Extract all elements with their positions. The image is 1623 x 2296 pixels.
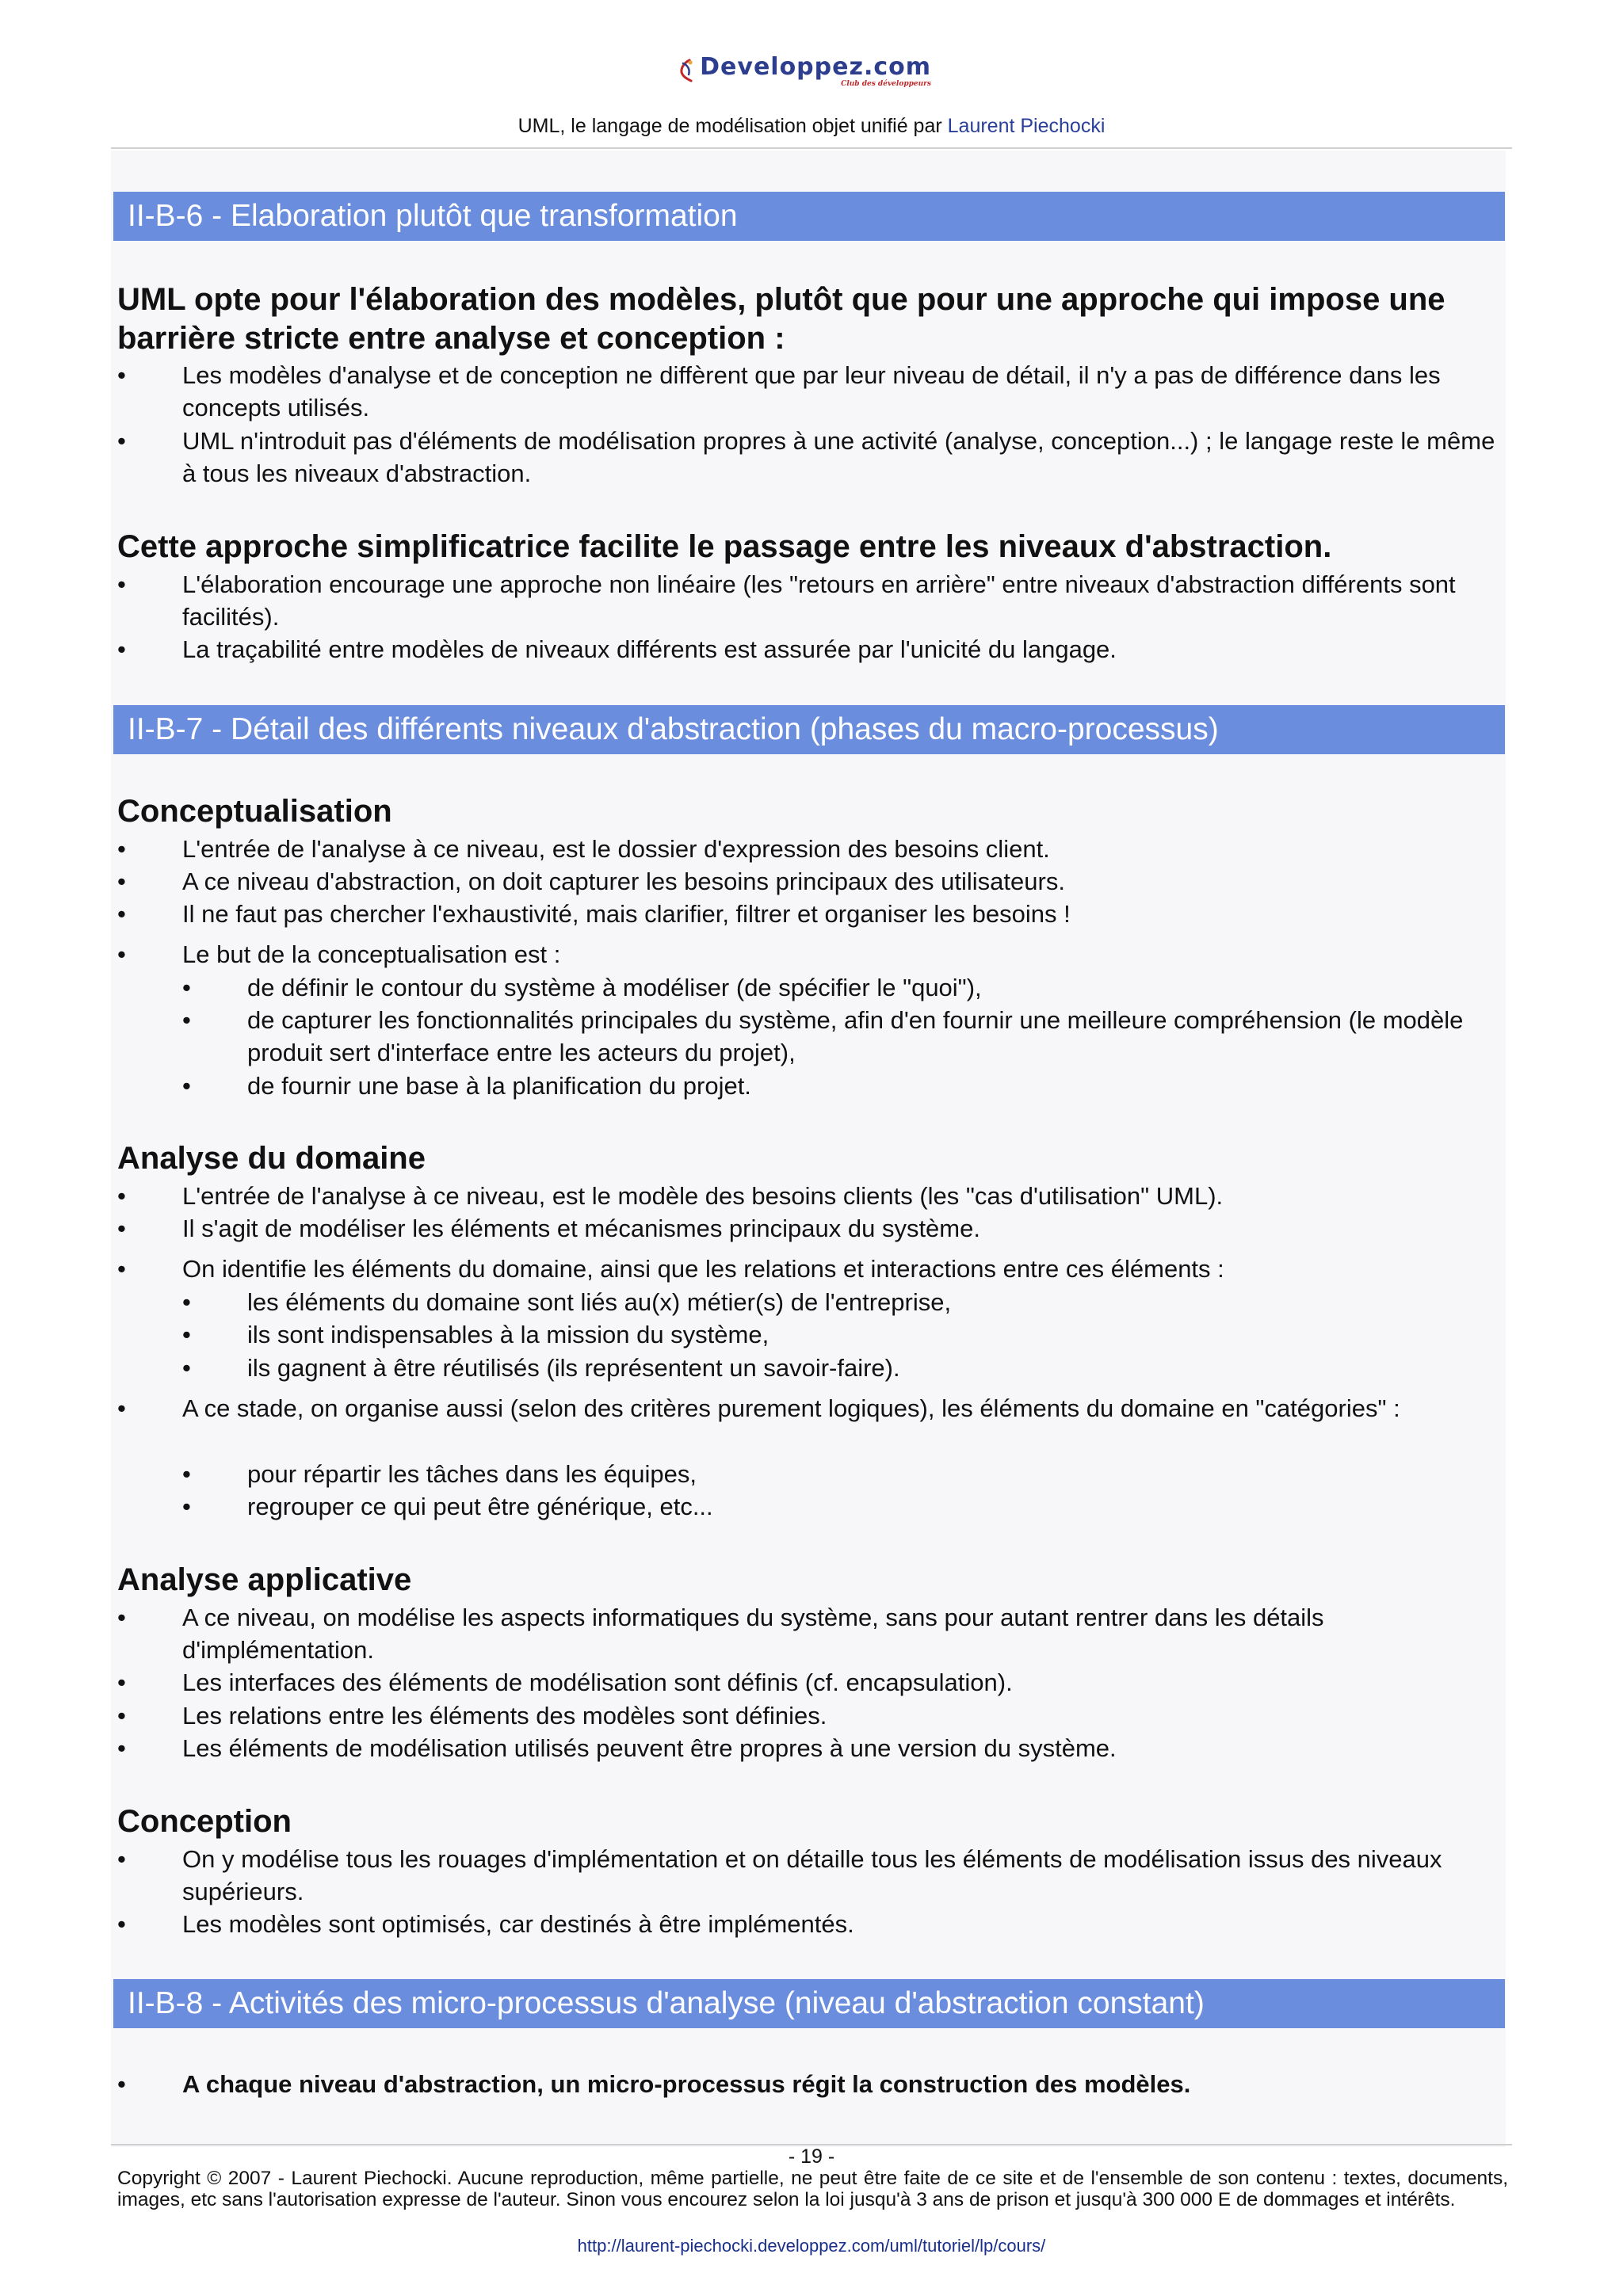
bullet-icon: • (117, 635, 126, 663)
list-item-text: Les interfaces des éléments de modélisation sont définis (cf. encapsulation). (182, 1669, 1013, 1696)
bullet-icon: • (117, 1255, 126, 1283)
bullet-icon: • (117, 1845, 126, 1873)
subheading-analyse-domaine: Analyse du domaine (117, 1141, 426, 1176)
subheading-conceptualisation: Conceptualisation (117, 794, 392, 829)
page-number: - 19 - (788, 2145, 835, 2168)
author-link[interactable]: Laurent Piechocki (947, 115, 1106, 137)
section-title-ii-b-7: II-B-7 - Détail des différents niveaux d'abstraction (phases du macro-processus) (113, 705, 1505, 754)
list-item-text: Le but de la conceptualisation est : (182, 940, 561, 968)
bullet-icon: • (117, 2070, 126, 2098)
bullet-icon: • (117, 940, 126, 968)
header-divider (111, 147, 1512, 149)
list-item-text: L'entrée de l'analyse à ce niveau, est le modèle des besoins clients (les "cas d'utilisation" UML). (182, 1182, 1224, 1210)
bullet-icon: • (182, 1006, 191, 1034)
list-item-text: Les relations entre les éléments des modèles sont définies. (182, 1702, 827, 1730)
bullet-icon: • (117, 835, 126, 863)
bullet-icon: • (117, 1702, 126, 1730)
list-item-text: L'élaboration encourage une approche non linéaire (les "retours en arrière" entre niveaux d'abstraction différents sont facilités). (182, 570, 1456, 631)
bullet-icon: • (117, 1734, 126, 1762)
subheading-analyse-applicative: Analyse applicative (117, 1562, 412, 1597)
list-item-text: L'entrée de l'analyse à ce niveau, est le dossier d'expression des besoins client. (182, 835, 1050, 863)
bullet-icon: • (117, 1215, 126, 1242)
heading-line-2: barrière stricte entre analyse et conception : (117, 321, 785, 356)
swoosh-icon (678, 46, 695, 97)
bullet-icon: • (117, 868, 126, 895)
list-item-text: UML n'introduit pas d'éléments de modélisation propres à une activité (analyse, conception...) ; le langage reste le même à tous les niveaux d'abstraction. (182, 427, 1495, 487)
list-item-text: de définir le contour du système à modéliser (de spécifier le "quoi"), (247, 974, 982, 1001)
bullet-icon: • (182, 974, 191, 1001)
list-item-text: Les modèles d'analyse et de conception ne diffèrent que par leur niveau de détail, il n'y a pas de différence dans les concepts utilisés. (182, 361, 1441, 421)
document-title (0, 115, 1623, 138)
list-item (117, 359, 1512, 424)
list-item-text: Il ne faut pas chercher l'exhaustivité, mais clarifier, filtrer et organiser les besoins ! (182, 900, 1071, 928)
list-item-text: A ce niveau d'abstraction, on doit capturer les besoins principaux des utilisateurs. (182, 868, 1065, 895)
list-item-text: de fournir une base à la planification du projet. (247, 1072, 751, 1100)
section-title-ii-b-6: II-B-6 - Elaboration plutôt que transformation (113, 192, 1505, 241)
bullet-icon: • (182, 1288, 191, 1316)
bullet-icon: • (182, 1321, 191, 1348)
section-title-ii-b-8: II-B-8 - Activités des micro-processus d'analyse (niveau d'abstraction constant) (113, 1979, 1505, 2028)
logo-name: Developpez.com (700, 53, 931, 81)
list-item-text: regrouper ce qui peut être générique, etc... (247, 1493, 713, 1520)
list-item-text: Les modèles sont optimisés, car destinés à être implémentés. (182, 1910, 854, 1938)
bullet-icon: • (182, 1493, 191, 1520)
list-item (117, 425, 1512, 490)
bullet-icon: • (117, 427, 126, 455)
list-item-text: les éléments du domaine sont liés au(x) métier(s) de l'entreprise, (247, 1288, 952, 1316)
bullet-icon: • (117, 1394, 126, 1422)
developpez-logo[interactable] (678, 44, 931, 99)
list-item-text: A ce stade, on organise aussi (selon des critères purement logiques), les éléments du domaine en "catégories" : (182, 1394, 1400, 1422)
list-item-text: ils sont indispensables à la mission du système, (247, 1321, 769, 1348)
section-heading-elaboration (117, 280, 1512, 358)
list-item-text: A chaque niveau d'abstraction, un micro-processus régit la construction des modèles. (182, 2070, 1191, 2098)
subheading-conception: Conception (117, 1804, 292, 1839)
copyright-notice: Copyright © 2007 - Laurent Piechocki. Aucune reproduction, même partielle, ne peut être faite de ce site et de l'ensemble de son contenu : textes, documents, images, etc sans l'autorisation expresse de l'auteur. Sinon vous encourez selon la loi jusqu'à 3 ans de prison et jusqu'à 300 000 E de dommages et intérêts. (117, 2168, 1508, 2210)
section-heading-simplification: Cette approche simplificatrice facilite le passage entre les niveaux d'abstraction. (117, 529, 1332, 564)
bullet-icon: • (182, 1354, 191, 1382)
list-item-text: On y modélise tous les rouages d'implémentation et on détaille tous les éléments de modélisation issus des niveaux supérieurs. (182, 1845, 1442, 1905)
bullet-icon: • (117, 1604, 126, 1631)
bullet-icon: • (117, 1669, 126, 1696)
bullet-icon: • (182, 1072, 191, 1100)
list-item-text: ils gagnent à être réutilisés (ils représentent un savoir-faire). (247, 1354, 900, 1382)
bullet-icon: • (117, 1910, 126, 1938)
list-item-text: Il s'agit de modéliser les éléments et mécanismes principaux du système. (182, 1215, 980, 1242)
bullet-icon: • (117, 900, 126, 928)
heading-line-1: UML opte pour l'élaboration des modèles, plutôt que pour une approche qui impose une (117, 282, 1445, 317)
list-item-text: pour répartir les tâches dans les équipes, (247, 1460, 697, 1488)
bullet-icon: • (117, 570, 126, 598)
bullet-icon: • (117, 361, 126, 389)
title-prefix: UML, le langage de modélisation objet unifié par (517, 115, 948, 137)
list-item-text: A ce niveau, on modélise les aspects informatiques du système, sans pour autant rentrer dans les détails d'implémentation. (182, 1604, 1324, 1664)
list-item-text: Les éléments de modélisation utilisés peuvent être propres à une version du système. (182, 1734, 1117, 1762)
footer-url-link[interactable]: http://laurent-piechocki.developpez.com/uml/tutoriel/lp/cours/ (577, 2236, 1046, 2256)
bullet-icon: • (117, 1182, 126, 1210)
list-item-text: La traçabilité entre modèles de niveaux différents est assurée par l'unicité du langage. (182, 635, 1117, 663)
list-item-text: de capturer les fonctionnalités principales du système, afin d'en fournir une meilleure compréhension (le modèle produit sert d'interface entre les acteurs du projet), (247, 1006, 1464, 1066)
list-item-text: On identifie les éléments du domaine, ainsi que les relations et interactions entre ces éléments : (182, 1255, 1224, 1283)
bullet-icon: • (182, 1460, 191, 1488)
logo-tagline: Club des développeurs (841, 80, 931, 88)
